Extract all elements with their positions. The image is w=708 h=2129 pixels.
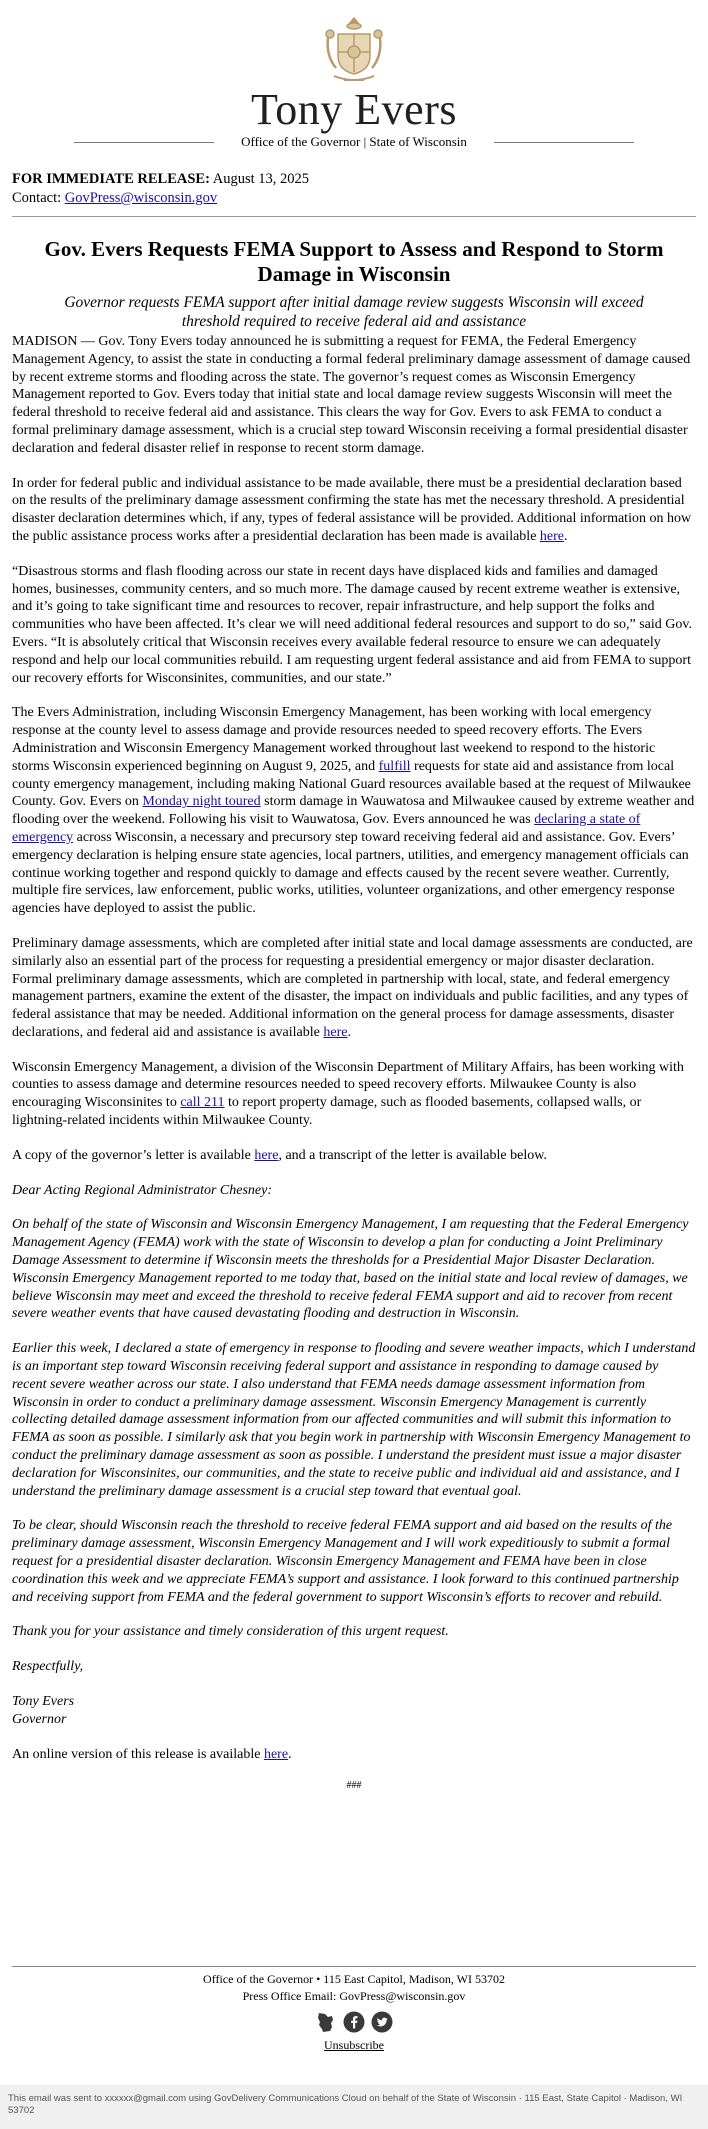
contact-label: Contact:	[12, 190, 62, 206]
release-info	[12, 170, 696, 208]
social-links	[0, 2011, 708, 2033]
facebook-icon[interactable]	[343, 2011, 365, 2033]
paragraph-5-end: .	[347, 1024, 351, 1040]
office-line-left-rule	[74, 142, 214, 143]
paragraph-2-text: In order for federal public and individual assistance to be made available, there must be a presidential declaration based on the results of the preliminary damage assessment confirming the state has met the necessary threshold. A presidential disaster declaration determines which, if any, types of federal assistance will be provided. Additional information on how the public assistance process works after a presidential declaration has been made is available	[12, 475, 692, 544]
contact-email-link[interactable]: GovPress@wisconsin.gov	[64, 190, 218, 206]
footer	[0, 1966, 708, 2054]
office-line-right-rule	[494, 142, 634, 143]
contact-line	[12, 189, 696, 208]
paragraph-4-text-b: requests for state aid and assistance from local county emergency management, including making National Guard resources available based at the request of Milwaukee County. Gov. Evers on	[12, 758, 691, 810]
wisconsin-icon[interactable]	[315, 2011, 337, 2033]
letter-salutation: Dear Acting Regional Administrator Chesney:	[12, 1182, 273, 1198]
call-211-link[interactable]: call 211	[180, 1095, 225, 1111]
state-of-emergency-link[interactable]: declaring a state of emergency	[12, 812, 641, 845]
governor-name: Tony Evers	[251, 85, 457, 134]
paragraph-6	[12, 1059, 696, 1130]
release-date: August 13, 2025	[212, 171, 310, 187]
paragraph-4	[12, 704, 696, 918]
release-date-line	[12, 170, 696, 189]
paragraph-4-text-a: The Evers Administration, including Wisconsin Emergency Management, has been working with local emergency response at the county level to assess damage and provide resources needed to speed recovery efforts. The Evers Administration and Wisconsin Emergency Management worked throughout last weekend to respond to the historic storms Wisconsin experienced beginning on August 9, 2025, and	[12, 705, 656, 774]
footer-rule	[12, 1966, 696, 1967]
letter-paragraph-4: Thank you for your assistance and timely consideration of this urgent request.	[12, 1624, 449, 1640]
letterhead	[0, 0, 708, 150]
quote-paragraph: “Disastrous storms and flash flooding across our state in recent days have displaced kids and families and damaged homes, businesses, community centers, and so much more. The damage caused by recent extreme weather is extensive, and it’s going to take significant time and resources to recover, repair infrastructure, and help support the folks and communities who have been affected. It’s clear we will need additional federal resources and support to do so,” said Gov. Evers. “It is absolutely critical that Wisconsin receives every available federal resource to ensure we can adequately respond and help our local communities rebuild. I am requesting urgent federal assistance and aid from FEMA to support our recovery efforts for Wisconsinites, communities, and our state.”	[12, 563, 692, 686]
delivery-notice: This email was sent to xxxxxx@gmail.com using GovDelivery Communications Cloud on behalf of the State of Wisconsin · 115 East, State Capitol · Madison, WI 53702	[0, 2085, 708, 2129]
headline: Gov. Evers Requests FEMA Support to Assess and Respond to Storm Damage in Wisconsin	[44, 237, 664, 286]
paragraph-4-text-c: storm damage in Wauwatosa and Milwaukee caused by extreme weather and flooding over the weekend. Following his visit to Wauwatosa, Gov. Evers announced he was	[12, 794, 695, 828]
online-version-text: An online version of this release is available	[12, 1746, 261, 1762]
wisconsin-seal-icon	[322, 14, 386, 84]
paragraph-6-text-b: to report property damage, such as flooded basements, collapsed walls, or lightning-related incidents within Milwaukee County.	[12, 1095, 642, 1129]
letter-paragraph-1: On behalf of the state of Wisconsin and Wisconsin Emergency Management, I am requesting that the Federal Emergency Management Agency (FEMA) work with the state of Wisconsin to develop a plan for conducting a Joint Preliminary Damage Assessment to determine if Wisconsin meets the thresholds for a Presidential Major Disaster Declaration. Wisconsin Emergency Management reported to me today that, based on the initial state and local review of damages, we believe Wisconsin may meet and exceed the threshold to receive federal FEMA support and aid to recover from recent severe weather events that have caused devastating flooding and destruction in Wisconsin.	[12, 1217, 689, 1322]
paragraph-2	[12, 475, 696, 546]
paragraph-5	[12, 935, 696, 1042]
letter-paragraph-3: To be clear, should Wisconsin reach the threshold to receive federal FEMA support and aid based on the results of the preliminary damage assessment, Wisconsin Emergency Management and I will work expeditiously to submit a formal request for a presidential disaster declaration. Wisconsin Emergency Management and FEMA have been in close coordination this week and we appreciate FEMA’s support and assistance. I look forward to this continued partnership and receiving support from FEMA and the federal government to support Wisconsin’s efforts to recover and rebuild.	[12, 1518, 679, 1605]
governor-letter-link[interactable]: here	[254, 1147, 279, 1163]
subheadline: Governor requests FEMA support after initial damage review suggests Wisconsin will exceed threshold required to receive federal aid and assistance	[64, 294, 644, 330]
letter-paragraph-2: Earlier this week, I declared a state of emergency in response to flooding and severe weather impacts, which I understand is an important step toward Wisconsin receiving federal support and assistance in responding to damage caused by recent severe weather across our state. I also understand that FEMA needs damage assessment information from Wisconsin in order to conduct a preliminary damage assessment. Wisconsin Emergency Management is currently collecting detailed damage assessment information from our affected communities and will submit this information to FEMA as soon as possible. I similarly ask that you begin work in partnership with Wisconsin Emergency Management to conduct the preliminary damage assessment as soon as possible. I understand the president must issue a major disaster declaration for Wisconsinites, our communities, and the state to receive public and individual aid and assistance, and I understand the preliminary damage assessment is a crucial step toward that eventual goal.	[12, 1341, 696, 1499]
unsubscribe-link[interactable]: Unsubscribe	[324, 2038, 384, 2052]
paragraph-4-text-d: across Wisconsin, a necessary and precursory step toward receiving federal aid and assistance. Gov. Evers’ emergency declaration is helping ensure state agencies, local partners, utilities, and emergency management officials can continue working together and respond quickly to damage and effects caused by the recent severe weather. Currently, multiple fire services, law enforcement, public works, utilities, volunteer organizations, and other emergency response agencies have deployed to assist the public.	[12, 829, 689, 917]
end-separator: ###	[346, 1780, 362, 1792]
fulfill-link[interactable]: fulfill	[378, 758, 411, 774]
paragraph-7	[12, 1147, 696, 1165]
public-assistance-info-link[interactable]: here	[539, 528, 564, 544]
letter-signature	[12, 1693, 696, 1729]
paragraph-7-text-a: A copy of the governor’s letter is available	[12, 1147, 251, 1163]
office-line-text: Office of the Governor | State of Wisconsin	[235, 134, 473, 149]
paragraph-1: MADISON — Gov. Tony Evers today announced he is submitting a request for FEMA, the Federal Emergency Management Agency, to assist the state in conducting a formal federal preliminary damage assessment of damage caused by recent extreme storms and flooding across the state. The governor’s request comes as Wisconsin Emergency Management reported to Gov. Evers today that initial state and local damage review suggests Wisconsin will meet the federal threshold to receive federal aid and assistance. This clears the way for Gov. Evers to ask FEMA to conduct a formal preliminary damage assessment, which is a crucial step toward Wisconsin receiving a formal presidential disaster declaration and federal disaster relief in response to recent storm damage.	[12, 334, 691, 456]
online-version-end: .	[288, 1746, 292, 1762]
signature-title: Governor	[12, 1711, 67, 1727]
twitter-icon[interactable]	[371, 2011, 393, 2033]
letter-closing: Respectfully,	[12, 1659, 84, 1675]
online-version-link[interactable]: here	[263, 1746, 289, 1762]
paragraph-7-text-b: , and a transcript of the letter is available below.	[278, 1147, 547, 1163]
release-body	[12, 170, 696, 1796]
paragraph-6-text-a: Wisconsin Emergency Management, a division of the Wisconsin Department of Military Affairs, has been working with counties to assess damage and determine resources needed to speed recovery efforts. Milwaukee County is also encouraging Wisconsinites to	[12, 1059, 684, 1111]
signature-name: Tony Evers	[12, 1694, 75, 1709]
paragraph-2-end: .	[564, 528, 568, 544]
online-version-line	[12, 1746, 696, 1764]
footer-address: Office of the Governor • 115 East Capitol, Madison, WI 53702	[203, 1972, 505, 1986]
office-line	[74, 134, 634, 150]
release-label: FOR IMMEDIATE RELEASE:	[12, 171, 210, 187]
paragraph-5-text: Preliminary damage assessments, which are completed after initial state and local damage assessments are conducted, are similarly also an essential part of the process for requesting a presidential emergency or major disaster declaration. Formal preliminary damage assessments, which are completed in partnership with local, state, and federal emergency management partners, examine the extent of the disaster, the impact on individuals and public facilities, and any types of federal assistance that may be needed. Additional information on the general process for damage assessments, disaster declarations, and federal aid and assistance is available	[12, 935, 693, 1040]
header-divider	[12, 216, 696, 217]
monday-night-toured-link[interactable]: Monday night toured	[142, 794, 261, 810]
footer-press-email: Press Office Email: GovPress@wisconsin.gov	[242, 1989, 466, 2003]
damage-assessment-info-link[interactable]: here	[323, 1024, 348, 1040]
